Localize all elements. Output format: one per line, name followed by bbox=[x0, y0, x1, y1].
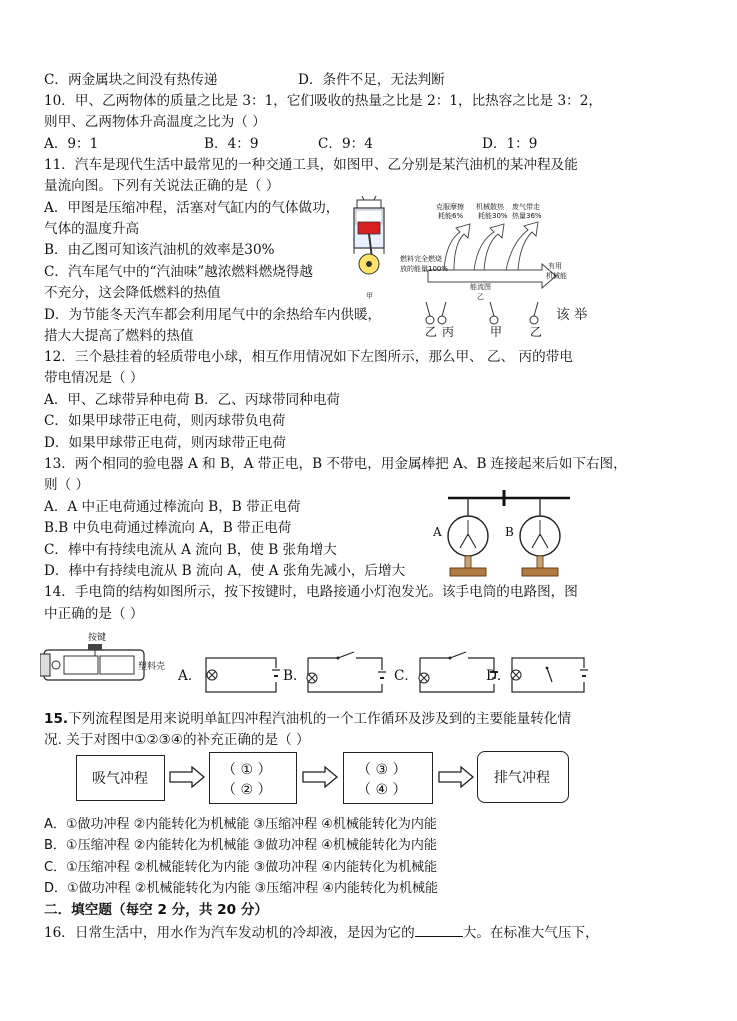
flow-loss-heat-a: 机械散热 bbox=[476, 203, 504, 211]
q16-stem-line1 bbox=[44, 922, 599, 943]
flow-box-exhaust-label: 排气冲程 bbox=[494, 770, 550, 786]
flow-blank-3: （ ③ ） bbox=[357, 762, 407, 778]
q15-stem-line2: 况. 关于对图中①②③④的补充正确的是（ ） bbox=[44, 732, 310, 748]
q10-stem-line1: 10．甲、乙两物体的质量之比是 3：1，它们吸收的热量之比是 2：1，比热容之比是 3：2， bbox=[44, 93, 602, 109]
flow-loss-friction-a: 克服摩擦 bbox=[436, 203, 464, 211]
q10-option-c: C．9：4 bbox=[318, 136, 373, 152]
flow-caption-label: 乙 bbox=[477, 293, 484, 301]
q10-stem-line2: 则甲、乙两物体升高温度之比为（ ） bbox=[44, 114, 266, 130]
q9-option-c: C．两金属块之间没有热传递 bbox=[44, 72, 218, 88]
flow-input-b: 放的能量100% bbox=[400, 265, 449, 273]
q14-stem-line2: 中正确的是（ ） bbox=[44, 606, 144, 622]
ball-label-bing: 丙 bbox=[442, 325, 455, 339]
flashlight-figure bbox=[40, 640, 150, 688]
circuit-diagram-d bbox=[506, 654, 590, 696]
section-2-title: 二．填空题（每空 2 分，共 20 分） bbox=[44, 902, 269, 918]
q14-stem-line1: 14．手电筒的结构如图所示，按下按键时，电路接通小灯泡发光。该手电筒的电路图，图 bbox=[44, 584, 578, 600]
engine-figure-label: 甲 bbox=[366, 292, 373, 300]
q11-option-c-line2: 不充分，这会降低燃料的热值 bbox=[44, 285, 221, 301]
q9-option-d: D．条件不足，无法判断 bbox=[298, 72, 445, 88]
q16-answer-blank[interactable] bbox=[415, 922, 463, 937]
q10-option-a: A．9：1 bbox=[44, 136, 99, 152]
ball-label-yi-2: 乙 bbox=[530, 325, 543, 339]
flow-output-b: 机械能 bbox=[546, 272, 567, 280]
q12-stem-line2: 带电情况是（ ） bbox=[44, 370, 144, 386]
q15-number: 15. bbox=[44, 711, 69, 727]
q16-text-before-blank: 16．日常生活中，用水作为汽车发动机的冷却液，是因为它的 bbox=[44, 925, 415, 941]
q11-option-a-line2: 气体的温度升高 bbox=[44, 221, 140, 237]
q11-option-d-tail: 该 举 bbox=[556, 307, 588, 323]
flow-output-a: 有用 bbox=[548, 262, 562, 270]
q14-option-d: D． bbox=[486, 668, 511, 684]
circuit-diagram-b bbox=[302, 650, 388, 696]
flow-blank-4: （ ④ ） bbox=[357, 782, 407, 798]
electroscope-label-b: B bbox=[505, 525, 514, 539]
flow-arrow-3 bbox=[437, 766, 477, 788]
flow-input-a: 燃料完全燃烧 bbox=[400, 255, 442, 263]
flow-loss-heat-b: 耗能30% bbox=[478, 212, 508, 220]
q14-option-c: C． bbox=[394, 668, 418, 684]
q15-option-b: B．①压缩冲程 ②内能转化为机械能 ③做功冲程 ④机械能转化为内能 bbox=[44, 838, 437, 853]
q10-option-b: B．4：9 bbox=[204, 136, 259, 152]
q13-option-b: B.B 中负电荷通过棒流向 A，B 带正电荷 bbox=[44, 520, 292, 536]
q12-option-c: C．如果甲球带正电荷，则丙球带负电荷 bbox=[44, 413, 286, 429]
flow-caption: 能流图 bbox=[470, 283, 491, 291]
q14-option-a: A． bbox=[178, 668, 202, 684]
q13-option-c: C．棒中有持续电流从 A 流向 B，使 B 张角增大 bbox=[44, 542, 337, 558]
q11-stem-line1: 11．汽车是现代生活中最常见的一种交通工具，如图甲、乙分别是某汽油机的某冲程及能 bbox=[44, 157, 578, 173]
q13-stem-line1: 13．两个相同的验电器 A 和 B，A 带正电，B 不带电，用金属棒把 A、B 连接起来后如下右图， bbox=[44, 456, 627, 472]
flow-arrow-2 bbox=[301, 766, 341, 788]
flow-loss-exhaust-a: 废气带走 bbox=[512, 203, 540, 211]
q11-option-d-line1: D．为节能冬天汽车都会利用尾气中的余热给车内供暖， bbox=[44, 307, 382, 323]
engine-cylinder-figure bbox=[344, 196, 394, 304]
q15-option-a: A．①做功冲程 ②内能转化为机械能 ③压缩冲程 ④机械能转化为内能 bbox=[44, 817, 437, 832]
flow-blank-2: （ ② ） bbox=[222, 782, 272, 798]
q11-option-a-line1: A．甲图是压缩冲程，活塞对气缸内的气体做功， bbox=[44, 200, 340, 216]
ball-label-yi: 乙 bbox=[425, 325, 438, 339]
electroscope-label-a: A bbox=[433, 525, 442, 539]
q12-stem-line1: 12．三个悬挂着的轻质带电小球，相互作用情况如下左图所示，那么甲、 乙、 丙的带电 bbox=[44, 349, 573, 365]
flow-loss-exhaust-b: 热量36% bbox=[512, 212, 542, 220]
q13-option-d: D．棒中有持续电流从 B 流向 A，使 A 张角先减小，后增大 bbox=[44, 563, 406, 579]
q11-option-b: B．由乙图可知该汽油机的效率是30% bbox=[44, 242, 275, 258]
q16-text-after-blank: 大。在标准大气压下， bbox=[462, 925, 599, 941]
q13-option-a: A．A 中正电荷通过棒流向 B，B 带正电荷 bbox=[44, 499, 301, 515]
flow-arrow-1 bbox=[168, 766, 208, 788]
q13-stem-line2: 则（ ） bbox=[44, 477, 90, 493]
q11-stem-line2: 量流向图。下列有关说法正确的是（ ） bbox=[44, 178, 280, 194]
q15-option-c: C．①压缩冲程 ②机械能转化为内能 ③做功冲程 ④内能转化为机械能 bbox=[44, 860, 438, 875]
flow-loss-friction-b: 耗能6% bbox=[438, 212, 464, 220]
q15-option-d: D．①做功冲程 ②机械能转化为内能 ③压缩冲程 ④内能转化为机械能 bbox=[44, 881, 439, 896]
q15-stem-text: 下列流程图是用来说明单缸四冲程汽油机的一个工作循环及涉及到的主要能量转化情 bbox=[68, 711, 572, 727]
flashlight-label-shell: 塑料壳 bbox=[138, 662, 166, 672]
ball-label-jia: 甲 bbox=[490, 325, 503, 339]
circuit-diagram-a bbox=[200, 654, 280, 696]
q11-option-c-line1: C．汽车尾气中的“汽油味”越浓燃料燃烧得越 bbox=[44, 264, 313, 280]
q12-option-ab: A．甲、乙球带异种电荷 B．乙、丙球带同种电荷 bbox=[44, 392, 341, 408]
q10-option-d: D．1：9 bbox=[482, 136, 538, 152]
flashlight-label-key: 按键 bbox=[88, 633, 107, 643]
q12-option-d: D．如果甲球带正电荷，则丙球带正电荷 bbox=[44, 435, 286, 451]
q15-stem-line1 bbox=[44, 709, 571, 729]
flow-blank-1: （ ① ） bbox=[222, 762, 272, 778]
q14-option-b: B． bbox=[283, 668, 307, 684]
q11-option-d-line2: 措大大提高了燃料的热值 bbox=[44, 328, 194, 344]
flow-box-intake-label: 吸气冲程 bbox=[92, 771, 148, 787]
